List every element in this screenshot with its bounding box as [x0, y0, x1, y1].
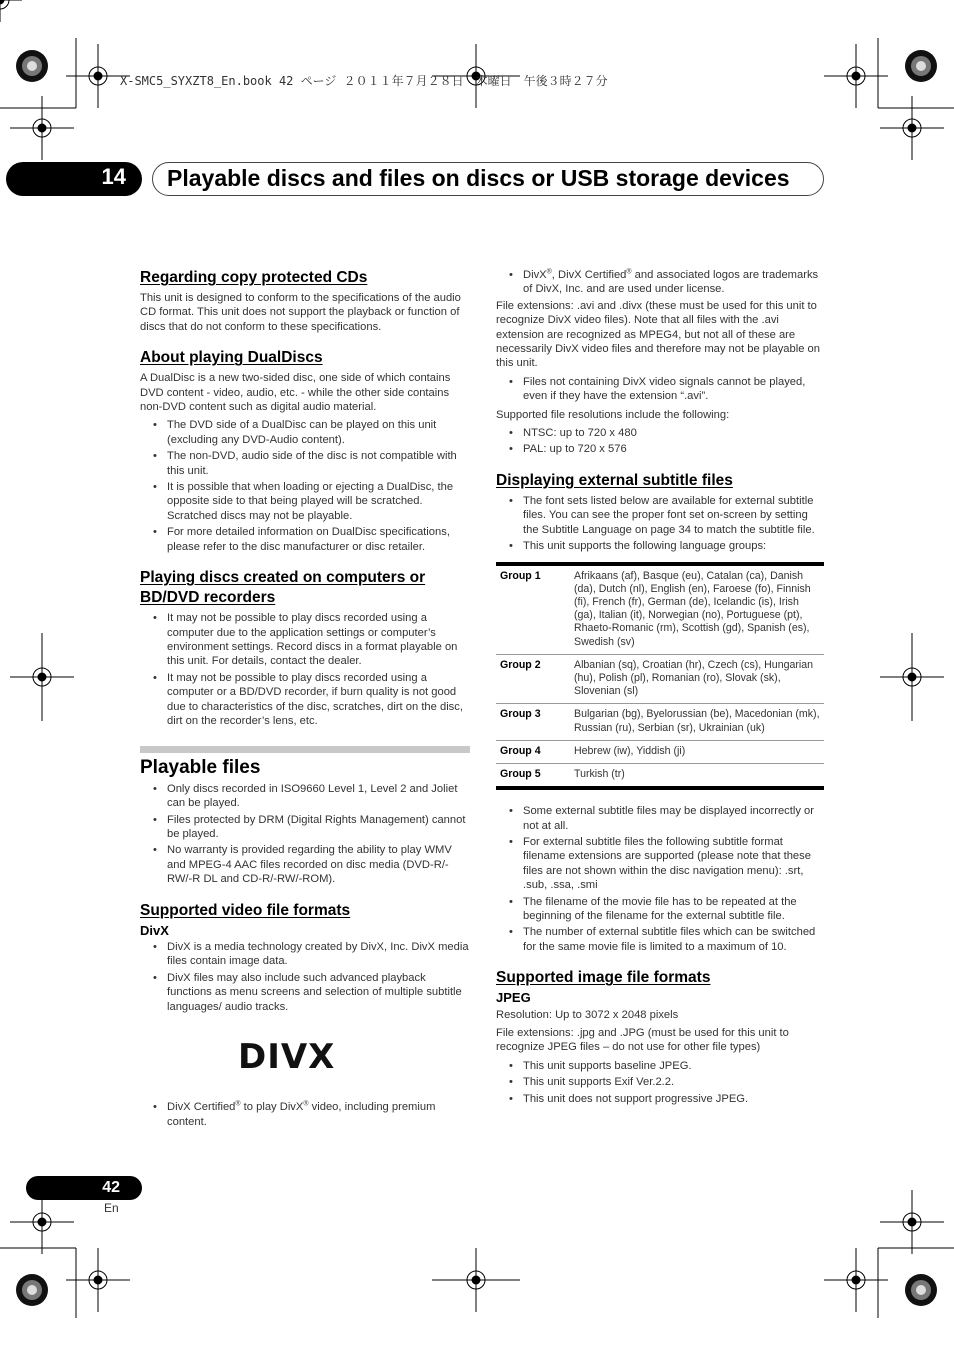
list-item: • Files not containing DivX video signals cannot be played, even if they have the extension “.avi”. [496, 375, 826, 404]
divx-list [140, 940, 470, 1014]
reg-mark: ® [546, 268, 552, 276]
resolution-text: Supported file resolutions include the following: [496, 408, 730, 421]
dualdisc-heading: About playing DualDiscs [140, 349, 323, 367]
group-langs: Hebrew (iw), Yiddish (ji) [570, 740, 824, 763]
copy-cd-text: This unit is designed to conform to the specifications of the audio CD format. This unit does not support the playback or function of discs that do not conform to these specifications. [140, 292, 461, 333]
list-item: • It may not be possible to play discs recorded using a computer or a BD/DVD recorder, if burn quality is not good due to characteristics of the disc, scratches, dirt on the disc, dirt on the recorder’s lens, etc. [140, 671, 470, 729]
certified-a: DivX Certified [167, 1101, 236, 1114]
certified-c: video, including premium content. [167, 1101, 436, 1128]
divx-subheading: DivX [140, 922, 169, 938]
divx-logo-text: DIVX [238, 1038, 336, 1075]
certified-b: to play DivX [240, 1101, 304, 1114]
list-item: • PAL: up to 720 x 576 [496, 442, 826, 456]
page-language: En [104, 1201, 119, 1215]
computers-heading: Playing discs created on computers or BD/DVD recorders [140, 569, 426, 607]
image-formats-heading: Supported image file formats [496, 969, 711, 987]
dualdisc-list [140, 418, 470, 554]
table-row [496, 763, 824, 788]
computers-list [140, 611, 470, 728]
playable-files-list [140, 782, 470, 887]
list-item: • DivX is a media technology created by DivX, Inc. DivX media files contain image data. [140, 940, 470, 969]
list-item: • Only discs recorded in ISO9660 Level 1, Level 2 and Joliet can be played. [140, 782, 470, 811]
list-item: • DivX files may also include such advanced playback functions as menu screens and selection of multiple subtitle languages/ audio tracks. [140, 971, 470, 1014]
group-langs: Turkish (tr) [574, 767, 625, 780]
chapter-number: 14 [6, 162, 142, 196]
dualdisc-text: A DualDisc is a new two-sided disc, one side of which contains DVD content - video, audio, etc. - while the other side contains non-DVD content such as digital audio material. [140, 372, 451, 414]
group-name: Group 2 [496, 654, 570, 704]
list-item: • It may not be possible to play discs recorded using a computer due to the application settings or computer’s environment settings. Record discs in a format playable on this unit. For details, contact the dealer. [140, 611, 470, 669]
jpeg-resolution: Resolution: Up to 3072 x 2048 pixels [496, 1008, 679, 1021]
list-item [140, 1100, 470, 1129]
list-item: • Files protected by DRM (Digital Rights Management) cannot be played. [140, 813, 470, 842]
list-item: • This unit does not support progressive JPEG. [496, 1092, 826, 1106]
reg-mark: ® [303, 1100, 309, 1108]
section-divider [140, 746, 470, 753]
table-row [496, 654, 824, 704]
table-row [496, 704, 824, 740]
tm-c: and associated logos are trademarks of DivX, Inc. and are used under license. [523, 269, 819, 296]
list-item: • The DVD side of a DualDisc can be played on this unit (excluding any DVD-Audio content). [140, 418, 470, 447]
divx-certified-list [140, 1100, 470, 1129]
chapter-title: Playable discs and files on discs or USB storage devices [167, 165, 790, 191]
group-name: Group 4 [496, 740, 570, 763]
playable-files-heading: Playable files [140, 757, 261, 779]
reg-mark: ® [626, 268, 632, 276]
extension-text: File extensions: .avi and .divx (these must be used for this unit to recognize DivX video files). Note that all files with the .avi extension are recognized as MPEG4, but not all of these are necessarily DivX video files and therefore may not be playable on this unit. [496, 299, 820, 370]
group-name: Group 5 [500, 767, 541, 780]
subtitles-list [496, 494, 826, 554]
extension-list [496, 375, 826, 404]
list-item: • No warranty is provided regarding the ability to play WMV and MPEG-4 AAC files recorded on disc media (DVD-R/-RW/-R DL and CD-R/-RW/-ROM). [140, 843, 470, 886]
right-column [496, 268, 826, 1110]
subtitles-heading: Displaying external subtitle files [496, 471, 733, 489]
language-groups-table [496, 562, 824, 791]
copy-cd-heading: Regarding copy protected CDs [140, 269, 368, 286]
list-item: • Some external subtitle files may be displayed incorrectly or not at all. [496, 804, 826, 833]
list-item [496, 268, 826, 297]
list-item: • The filename of the movie file has to be repeated at the beginning of the filename for the external subtitle file. [496, 895, 826, 924]
list-item: • This unit supports baseline JPEG. [496, 1059, 826, 1073]
subtitles-after-list [496, 804, 826, 954]
table-row [496, 740, 824, 763]
list-item: • This unit supports Exif Ver.2.2. [496, 1075, 826, 1089]
jpeg-extension: File extensions: .jpg and .JPG (must be used for this unit to recognize JPEG files – do not use for other file types) [496, 1027, 789, 1054]
list-item: • The non-DVD, audio side of the disc is not compatible with this unit. [140, 449, 470, 478]
reg-mark: ® [235, 1100, 241, 1108]
list-item: • It is possible that when loading or ejecting a DualDisc, the opposite side to that being played will be scratched. Scratched discs may not be playable. [140, 480, 470, 523]
group-name: Group 3 [496, 704, 570, 740]
list-item: • The number of external subtitle files which can be switched for the same movie file is limited to a maximum of 10. [496, 925, 826, 954]
list-item: • For external subtitle files the following subtitle format filename extensions are supported (please note that these files are not shown within the disc navigation menu): .srt, .sub, .ssa, .smi [496, 835, 826, 893]
group-langs: Bulgarian (bg), Byelorussian (be), Macedonian (mk), Russian (ru), Serbian (sr), Ukrainian (uk) [570, 704, 824, 740]
left-column [140, 268, 470, 1133]
list-item: • For more detailed information on DualDisc specifications, please refer to the disc manufacturer or disc retailer. [140, 525, 470, 554]
print-info: X-SMC5_SYXZT8_En.book 42 ページ ２０１１年７月２８日 木曜日 午後３時２７分 [120, 74, 608, 88]
list-item: • NTSC: up to 720 x 480 [496, 426, 826, 440]
jpeg-list [496, 1059, 826, 1106]
list-item: • The font sets listed below are available for external subtitle files. You can see the proper font set on-screen by setting the Subtitle Language on page 34 to match the subtitle file. [496, 494, 826, 537]
tm-b: , DivX Certified [551, 269, 627, 281]
tm-a: DivX [523, 269, 547, 281]
jpeg-subheading: JPEG [496, 990, 531, 1006]
group-langs: Afrikaans (af), Basque (eu), Catalan (ca), Danish (da), Dutch (nl), English (en), Faroese (fo), Finnish (fi), French (fr), German (de), Icelandic (is), Irish (ga), Italian (it), Norwegian (no), Portuguese (pt), Rhaeto-Romanic (rm), Scottish (gd), Spanish (es), Swedish (sv) [570, 564, 824, 655]
video-formats-heading: Supported video file formats [140, 901, 351, 919]
divx-logo [238, 1038, 374, 1074]
group-name: Group 1 [496, 564, 570, 655]
resolution-list [496, 426, 826, 457]
list-item: • This unit supports the following language groups: [496, 539, 826, 553]
group-langs: Albanian (sq), Croatian (hr), Czech (cs), Hungarian (hu), Polish (pl), Romanian (ro), Slovak (sk), Slovenian (sl) [570, 654, 824, 704]
page-number: 42 [26, 1176, 142, 1200]
table-row [496, 564, 824, 655]
divx-trademark-list [496, 268, 826, 297]
